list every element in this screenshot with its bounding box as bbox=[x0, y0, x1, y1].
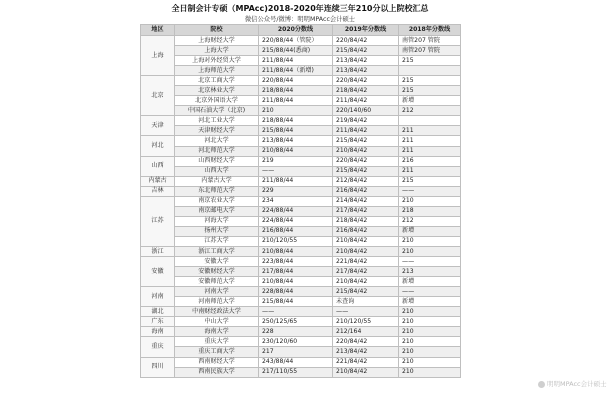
score-table bbox=[140, 24, 461, 378]
score-2020-cell: 217/88/44 bbox=[259, 267, 333, 277]
school-cell: 中南财经政法大学 bbox=[175, 307, 259, 317]
table-row bbox=[141, 206, 461, 216]
score-2019-cell: 211/84/42 bbox=[333, 96, 399, 106]
region-cell: 山西 bbox=[141, 156, 175, 176]
header-2018: 2018年分数线 bbox=[399, 25, 461, 36]
score-2018-cell: 210 bbox=[399, 357, 461, 367]
region-cell: 广东 bbox=[141, 317, 175, 327]
score-2019-cell: 218/84/42 bbox=[333, 86, 399, 96]
score-2020-cell: 220/88/44 bbox=[259, 76, 333, 86]
score-2019-cell: 210/84/42 bbox=[333, 146, 399, 156]
region-cell: 上海 bbox=[141, 36, 175, 76]
score-2018-cell: 215 bbox=[399, 56, 461, 66]
school-cell: 山西财经大学 bbox=[175, 156, 259, 166]
school-cell: 中国石油大学（北京) bbox=[175, 106, 259, 116]
score-2019-cell: 210/84/42 bbox=[333, 246, 399, 256]
table-body bbox=[141, 36, 461, 378]
score-2020-cell: 215/88/44(悉商) bbox=[259, 46, 333, 56]
table-row bbox=[141, 226, 461, 236]
school-cell: 天津财经大学 bbox=[175, 126, 259, 136]
score-2018-cell: 南管207 管院 bbox=[399, 46, 461, 56]
score-2018-cell bbox=[399, 66, 461, 76]
score-2018-cell: 210 bbox=[399, 236, 461, 246]
school-cell: 南京农业大学 bbox=[175, 196, 259, 206]
region-cell: 湖北 bbox=[141, 307, 175, 317]
region-cell: 安徽 bbox=[141, 257, 175, 287]
school-cell: 西南财经大学 bbox=[175, 357, 259, 367]
score-2019-cell: 210/84/42 bbox=[333, 236, 399, 246]
score-2020-cell: 211/88/44 bbox=[259, 56, 333, 66]
score-2019-cell: 215/84/42 bbox=[333, 136, 399, 146]
school-cell: 北京林业大学 bbox=[175, 86, 259, 96]
score-2020-cell: 220/88/44（管院） bbox=[259, 36, 333, 46]
school-cell: 上海财经大学 bbox=[175, 36, 259, 46]
table-row bbox=[141, 176, 461, 186]
score-2018-cell: 210 bbox=[399, 317, 461, 327]
score-2020-cell: 229 bbox=[259, 186, 333, 196]
score-2020-cell: 228/88/44 bbox=[259, 287, 333, 297]
table-row bbox=[141, 96, 461, 106]
school-cell: 河南师范大学 bbox=[175, 297, 259, 307]
table-row bbox=[141, 257, 461, 267]
header-region: 地区 bbox=[141, 25, 175, 36]
table-row bbox=[141, 317, 461, 327]
score-2019-cell: —— bbox=[333, 307, 399, 317]
region-cell: 四川 bbox=[141, 357, 175, 377]
score-2018-cell: 212 bbox=[399, 106, 461, 116]
region-cell: 天津 bbox=[141, 116, 175, 136]
table-header-row bbox=[141, 25, 461, 36]
region-cell: 北京 bbox=[141, 76, 175, 116]
score-2020-cell: —— bbox=[259, 307, 333, 317]
score-2020-cell: 234 bbox=[259, 196, 333, 206]
table-row bbox=[141, 297, 461, 307]
score-2020-cell: 211/88/44 bbox=[259, 96, 333, 106]
table-row bbox=[141, 337, 461, 347]
score-2018-cell: 210 bbox=[399, 367, 461, 377]
score-2019-cell: 210/120/55 bbox=[333, 317, 399, 327]
score-2019-cell: 221/84/42 bbox=[333, 357, 399, 367]
score-2020-cell: 218/88/44 bbox=[259, 116, 333, 126]
score-2018-cell: 新增 bbox=[399, 277, 461, 287]
score-2019-cell: 216/84/42 bbox=[333, 226, 399, 236]
score-2018-cell: 211 bbox=[399, 166, 461, 176]
school-cell: 内蒙古大学 bbox=[175, 176, 259, 186]
table-row bbox=[141, 357, 461, 367]
score-2019-cell: 217/84/42 bbox=[333, 267, 399, 277]
score-2018-cell: 210 bbox=[399, 347, 461, 357]
score-2020-cell: 211/88/44 bbox=[259, 176, 333, 186]
school-cell: 上海师范大学 bbox=[175, 66, 259, 76]
score-2018-cell bbox=[399, 116, 461, 126]
school-cell: 重庆工商大学 bbox=[175, 347, 259, 357]
score-2020-cell: 210 bbox=[259, 106, 333, 116]
table-row bbox=[141, 106, 461, 116]
score-2019-cell: 220/84/42 bbox=[333, 76, 399, 86]
score-2018-cell: 215 bbox=[399, 76, 461, 86]
score-2020-cell: 210/88/44 bbox=[259, 146, 333, 156]
score-2020-cell: 243/88/44 bbox=[259, 357, 333, 367]
score-2018-cell: 新增 bbox=[399, 297, 461, 307]
table-row bbox=[141, 246, 461, 256]
score-2018-cell: 218 bbox=[399, 206, 461, 216]
school-cell: 浙江工商大学 bbox=[175, 246, 259, 256]
table-row bbox=[141, 126, 461, 136]
document-page bbox=[140, 0, 607, 400]
score-2019-cell: 217/84/42 bbox=[333, 206, 399, 216]
school-cell: 上海对外经贸大学 bbox=[175, 56, 259, 66]
score-2020-cell: 215/88/44 bbox=[259, 126, 333, 136]
table-row bbox=[141, 166, 461, 176]
school-cell: 河南大学 bbox=[175, 287, 259, 297]
school-cell: 北京外国语大学 bbox=[175, 96, 259, 106]
score-2019-cell: 216/84/42 bbox=[333, 186, 399, 196]
table-row bbox=[141, 236, 461, 246]
score-2020-cell: 217 bbox=[259, 347, 333, 357]
school-cell: 南京邮电大学 bbox=[175, 206, 259, 216]
table-row bbox=[141, 66, 461, 76]
table-row bbox=[141, 46, 461, 56]
score-2018-cell: 215 bbox=[399, 86, 461, 96]
table-row bbox=[141, 146, 461, 156]
score-2019-cell: 220/84/42 bbox=[333, 337, 399, 347]
table-row bbox=[141, 347, 461, 357]
school-cell: 海南大学 bbox=[175, 327, 259, 337]
score-2018-cell: 211 bbox=[399, 146, 461, 156]
score-2018-cell: 212 bbox=[399, 216, 461, 226]
score-2018-cell: 211 bbox=[399, 126, 461, 136]
watermark bbox=[538, 379, 607, 388]
score-2019-cell: 未查询 bbox=[333, 297, 399, 307]
score-2018-cell: 210 bbox=[399, 337, 461, 347]
table-row bbox=[141, 76, 461, 86]
score-2018-cell: —— bbox=[399, 257, 461, 267]
score-2018-cell: 210 bbox=[399, 327, 461, 337]
table-row bbox=[141, 367, 461, 377]
score-2020-cell: 216/88/44 bbox=[259, 226, 333, 236]
page-subtitle: 微信公众号/微博：明明MPAcc会计硕士 bbox=[244, 16, 356, 23]
table-row bbox=[141, 307, 461, 317]
score-2019-cell: 218/84/42 bbox=[333, 216, 399, 226]
score-2019-cell: 215/84/42 bbox=[333, 46, 399, 56]
table-row bbox=[141, 116, 461, 126]
school-cell: 重庆大学 bbox=[175, 337, 259, 347]
table-row bbox=[141, 196, 461, 206]
school-cell: 河北工业大学 bbox=[175, 116, 259, 126]
school-cell: 河海大学 bbox=[175, 216, 259, 226]
school-cell: 河北大学 bbox=[175, 136, 259, 146]
score-2019-cell: 220/84/42 bbox=[333, 36, 399, 46]
score-2018-cell: 215 bbox=[399, 176, 461, 186]
table-row bbox=[141, 86, 461, 96]
table-row bbox=[141, 186, 461, 196]
school-cell: 西南民族大学 bbox=[175, 367, 259, 377]
score-2020-cell: 210/120/55 bbox=[259, 236, 333, 246]
score-2018-cell: 南管207 管院 bbox=[399, 36, 461, 46]
school-cell: 河北师范大学 bbox=[175, 146, 259, 156]
school-cell: 上海大学 bbox=[175, 46, 259, 56]
score-2018-cell: 210 bbox=[399, 307, 461, 317]
region-cell: 河北 bbox=[141, 136, 175, 156]
score-2019-cell: 220/84/42 bbox=[333, 156, 399, 166]
score-2020-cell: 210/88/44 bbox=[259, 246, 333, 256]
score-2019-cell: 221/84/42 bbox=[333, 257, 399, 267]
region-cell: 内蒙古 bbox=[141, 176, 175, 186]
score-2020-cell: 215/88/44 bbox=[259, 297, 333, 307]
region-cell: 浙江 bbox=[141, 246, 175, 256]
header-2019: 2019年分数线 bbox=[333, 25, 399, 36]
school-cell: 安徽大学 bbox=[175, 257, 259, 267]
school-cell: 扬州大学 bbox=[175, 226, 259, 236]
score-2018-cell: 216 bbox=[399, 156, 461, 166]
region-cell: 河南 bbox=[141, 287, 175, 307]
score-2019-cell: 214/84/42 bbox=[333, 196, 399, 206]
score-2020-cell: 218/88/44 bbox=[259, 86, 333, 96]
school-cell: 东北师范大学 bbox=[175, 186, 259, 196]
watermark-text: 明明MPAcc会计硕士 bbox=[547, 380, 607, 388]
school-cell: 安徽财经大学 bbox=[175, 267, 259, 277]
score-2019-cell: 219/84/42 bbox=[333, 116, 399, 126]
score-2020-cell: 223/88/44 bbox=[259, 257, 333, 267]
score-2019-cell: 220/140/60 bbox=[333, 106, 399, 116]
score-2020-cell: 224/88/44 bbox=[259, 216, 333, 226]
school-cell: 安徽师范大学 bbox=[175, 277, 259, 287]
region-cell: 海南 bbox=[141, 327, 175, 337]
table-row bbox=[141, 56, 461, 66]
region-cell: 江苏 bbox=[141, 196, 175, 246]
score-2018-cell: —— bbox=[399, 186, 461, 196]
score-2018-cell: 210 bbox=[399, 196, 461, 206]
score-2019-cell: 215/84/42 bbox=[333, 166, 399, 176]
table-row bbox=[141, 156, 461, 166]
score-2020-cell: 224/88/44 bbox=[259, 206, 333, 216]
score-2020-cell: 228 bbox=[259, 327, 333, 337]
score-2020-cell: 211/88/44（新增) bbox=[259, 66, 333, 76]
score-2019-cell: 210/84/42 bbox=[333, 367, 399, 377]
score-2019-cell: 215/84/42 bbox=[333, 287, 399, 297]
page-title: 全日制会计专硕（MPAcc)2018-2020年连续三年210分以上院校汇总 bbox=[171, 4, 429, 13]
school-cell: 北京工商大学 bbox=[175, 76, 259, 86]
table-row bbox=[141, 267, 461, 277]
score-2019-cell: 213/84/42 bbox=[333, 56, 399, 66]
region-cell: 吉林 bbox=[141, 186, 175, 196]
score-2020-cell: —— bbox=[259, 166, 333, 176]
score-2018-cell: 新增 bbox=[399, 96, 461, 106]
score-2019-cell: 212/84/42 bbox=[333, 176, 399, 186]
wechat-icon bbox=[538, 381, 545, 388]
score-2020-cell: 250/125/65 bbox=[259, 317, 333, 327]
score-2019-cell: 210/84/42 bbox=[333, 277, 399, 287]
table-row bbox=[141, 36, 461, 46]
table-row bbox=[141, 277, 461, 287]
score-2018-cell: 新增 bbox=[399, 226, 461, 236]
score-2018-cell: —— bbox=[399, 287, 461, 297]
score-2019-cell: 213/84/42 bbox=[333, 347, 399, 357]
school-cell: 中山大学 bbox=[175, 317, 259, 327]
score-2018-cell: 210 bbox=[399, 246, 461, 256]
table-row bbox=[141, 327, 461, 337]
table-row bbox=[141, 287, 461, 297]
score-2020-cell: 217/110/55 bbox=[259, 367, 333, 377]
score-2018-cell: 213 bbox=[399, 267, 461, 277]
score-2020-cell: 213/88/44 bbox=[259, 136, 333, 146]
score-2019-cell: 213/84/42 bbox=[333, 66, 399, 76]
score-2019-cell: 212/164 bbox=[333, 327, 399, 337]
table-row bbox=[141, 216, 461, 226]
score-2020-cell: 210/88/44 bbox=[259, 277, 333, 287]
score-2020-cell: 230/120/60 bbox=[259, 337, 333, 347]
score-2018-cell: 211 bbox=[399, 136, 461, 146]
header-school: 院校 bbox=[175, 25, 259, 36]
region-cell: 重庆 bbox=[141, 337, 175, 357]
score-2020-cell: 219 bbox=[259, 156, 333, 166]
table-row bbox=[141, 136, 461, 146]
score-2019-cell: 211/84/42 bbox=[333, 126, 399, 136]
school-cell: 山西大学 bbox=[175, 166, 259, 176]
header-2020: 2020分数线 bbox=[259, 25, 333, 36]
school-cell: 江苏大学 bbox=[175, 236, 259, 246]
